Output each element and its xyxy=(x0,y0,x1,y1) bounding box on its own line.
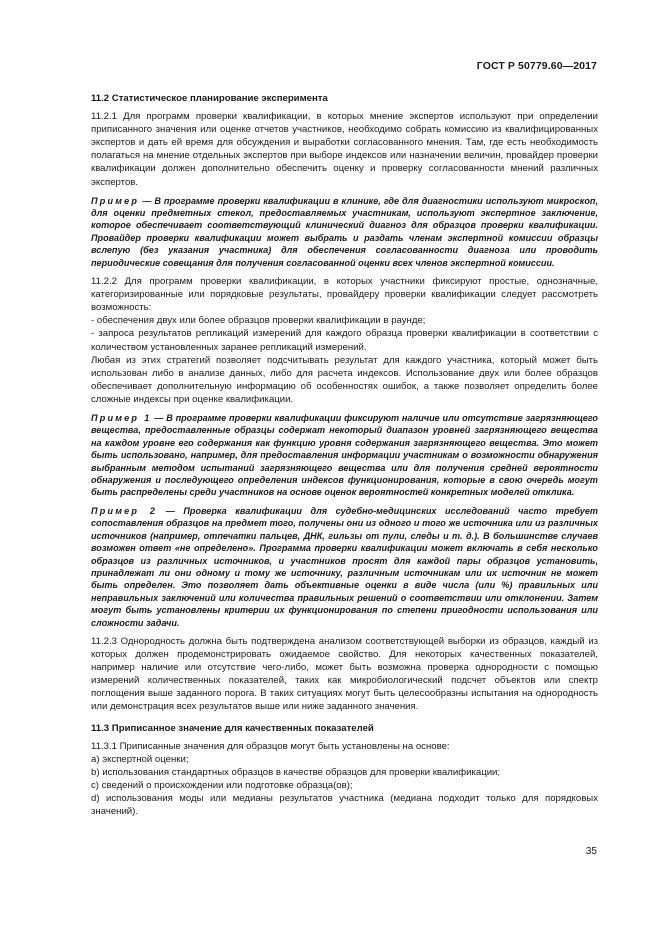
example-label: Пример 2 xyxy=(91,505,158,516)
document-id-header: ГОСТ Р 50779.60—2017 xyxy=(476,60,597,72)
paragraph-11-2-2-continued: Любая из этих стратегий позволяет подсчитывать результат для каждого участника, который может быть использован либо в анализе данных, либо для расчета индексов. Использование двух или более образцов обеспечивает дополнительную информацию об особенностях ошибок, а также позволяет определить более сложные индексы при оценке квалификации. xyxy=(91,354,598,405)
paragraph-11-2-1: 11.2.1 Для программ проверки квалификации, в которых мнение экспертов используют при определении приписанного значения или оценке отчетов участников, необходимо собрать комиссию из квалифицированных экспертов и дать ей время для обсуждения и выработки согласованного мнения. Там, где есть необходимость полагаться на мнение отдельных экспертов при выборе индексов или назначении величин, провайдер проверки квалификации должен дополнительно обеспечить оценку и проверку согласованности мнений различных экспертов. xyxy=(91,111,598,188)
example-text: — В программе проверки квалификации в клинике, где для диагностики используют микроскоп, для оценки предметных стекол, предоставляемых участникам, используют экспертное заключение, которое обеспечивает соответствующий клинический диагноз для образцов проверки квалификации. Провайдер проверки квалификации может выбрать и раздать членам экспертной комиссии образцы вслепую (без указания участника) для обеспечения согласованности диагноза или проводить периодические совещания для получения согласованной оценки всех членов экспертной комиссии. xyxy=(91,195,598,268)
list-item: d) использования моды или медианы результатов участника (медиана подходит только для порядковых значений). xyxy=(91,792,598,818)
paragraph-11-3-1: 11.3.1 Приписанные значения для образцов могут быть установлены на основе: xyxy=(91,740,450,752)
example-block-2 xyxy=(91,412,598,499)
section-heading-11-2: 11.2 Статистическое планирование эксперимента xyxy=(91,93,328,104)
example-label: Пример xyxy=(91,195,140,206)
example-block-1 xyxy=(91,195,598,269)
section-heading-11-3: 11.3 Приписанное значение для качественных показателей xyxy=(91,722,374,734)
list-item: b) использования стандартных образцов в качестве образцов для проверки квалификации; xyxy=(91,766,501,778)
page-content xyxy=(91,92,598,818)
example-text: — Проверка квалификации для судебно-медицинских исследований часто требует сопоставления образцов на предмет того, получены они из одного и того же источника или из различных источников (например, отпечатки пальцев, ДНК, гильзы от пули, следы и т. д.). В большинстве случаев возможен ответ «не определено». Программа проверки квалификации может включать в себя несколько образцов из различных источников, и участников просят для каждой пары образцов установить, принадлежат ли они одному и тому же источнику, различным источникам или их источник не может быть определен. Это позволяет дать объективные оценки в виде числа (или %) правильных или неправильных заключений или количества правильных решений о соответствии или отклонении. Затем могут быть установлены критерии их функционирования по степени пригодности использования или сложности задачи. xyxy=(91,505,598,628)
list-item: с) сведений о происхождении или подготовке образца(ов); xyxy=(91,779,353,791)
example-label: Пример 1 xyxy=(91,413,152,424)
list-item: а) экспертной оценки; xyxy=(91,753,189,765)
example-text: — В программе проверки квалификации фиксируют наличие или отсутствие загрязняющего вещества, предоставленные образцы содержат некоторый диапазон уровней загрязняющего вещества на каждом уровне его содержания как функцию уровня содержания загрязняющего вещества. Это может быть использовано, например, для предоставления информации участникам о возможности обнаружения выбранным методом испытаний загрязняющего вещества или для получения средней вероятности обнаружения и последующего определения индексов функционирования, которые в свою очередь могут быть распределены среди участников на основе оценок вероятностей конкретных моделей отклика. xyxy=(91,413,598,498)
list-item: - обеспечения двух или более образцов проверки квалификации в раунде; xyxy=(91,315,426,327)
paragraph-11-2-3: 11.2.3 Однородность должна быть подтверждена анализом соответствующей выборки из образцов, каждый из которых должен продемонстрировать ожидаемое свойство. Для некоторых качественных показателей, например наличие или отсутствие чего-либо, может быть возможна проверка однородности с помощью измерений количественных показателей, таких как микробиологический подсчет объектов или спектр поглощения выше заданного порога. В таких ситуациях могут быть целесообразны испытания на однородность или демонстрация всех результатов выше или ниже заданного значения. xyxy=(91,635,598,713)
list-item: - запроса результатов репликаций измерений для каждого образца проверки квалификации в соответствии с количеством установленных заранее репликаций измерений. xyxy=(91,328,598,353)
example-block-3 xyxy=(91,505,598,629)
paragraph-11-2-2: 11.2.2 Для программ проверки квалификации, в которых участники фиксируют простые, однозначные, категоризированные или порядковые результаты, провайдеру проверки квалификации следует рассмотреть возможность: xyxy=(91,276,598,314)
page-number: 35 xyxy=(585,846,597,857)
